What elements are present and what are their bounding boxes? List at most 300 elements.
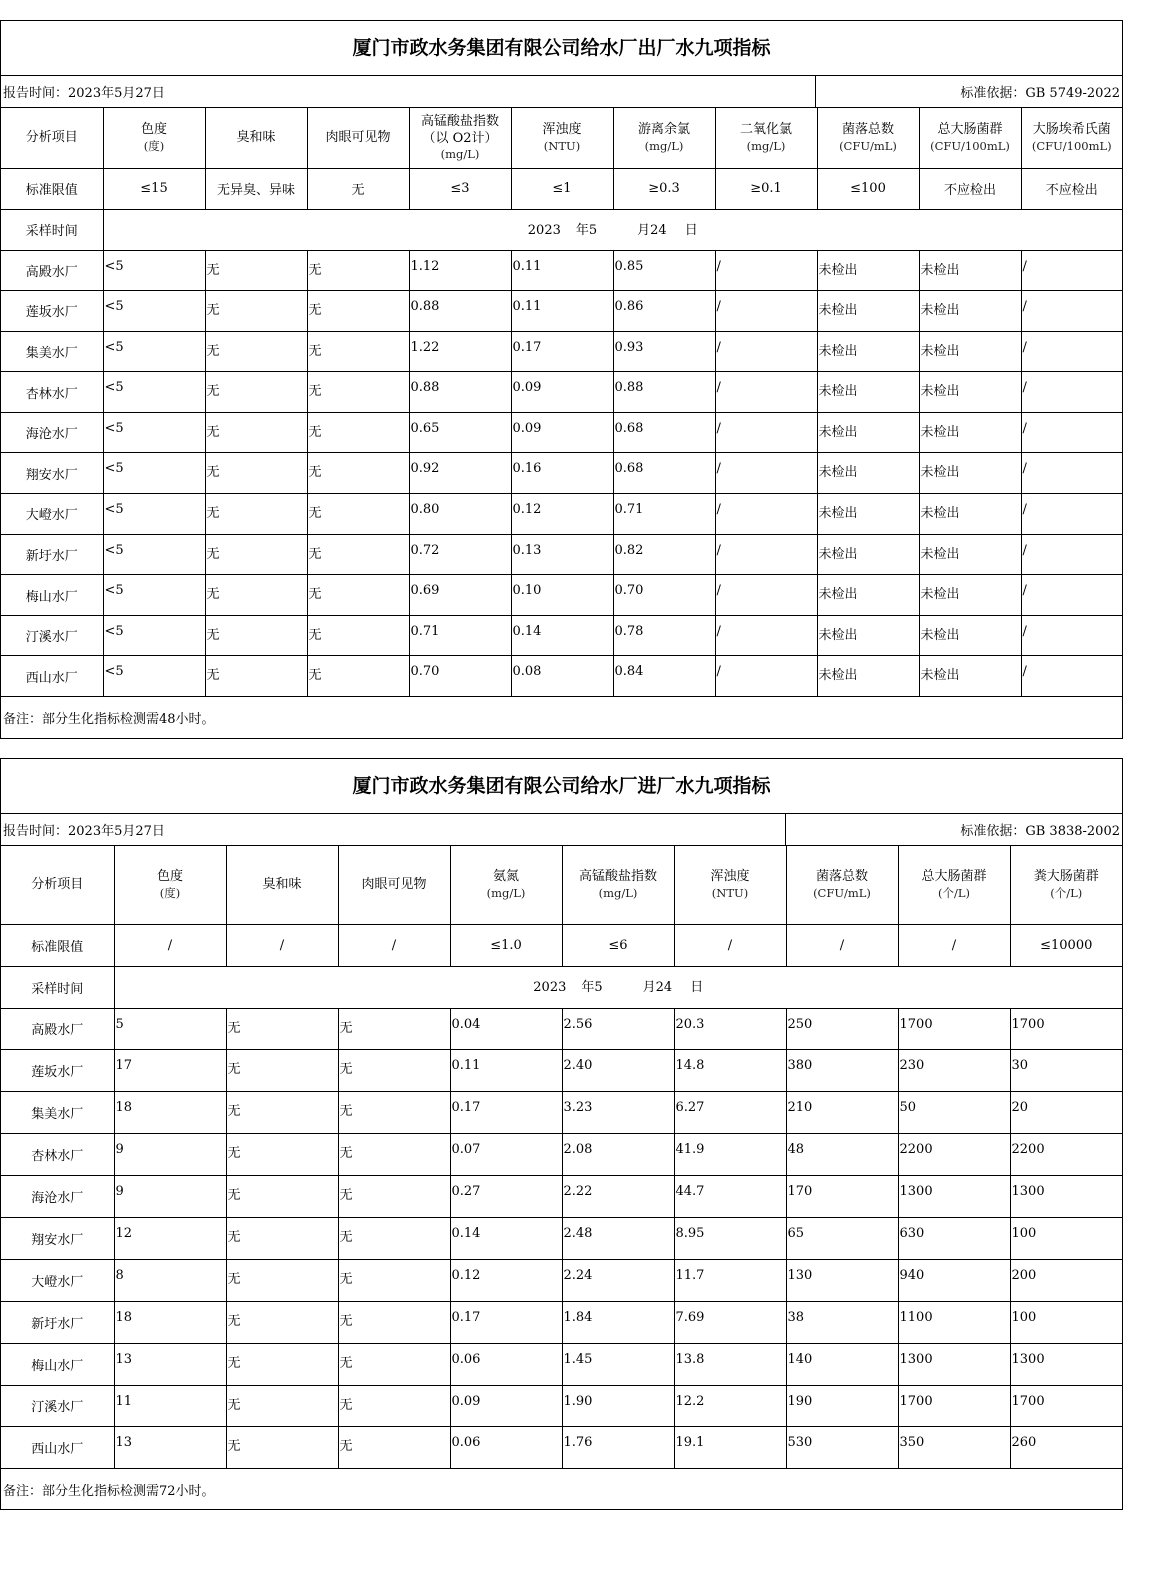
data-cell: 无 (205, 412, 307, 453)
data-cell: 未检出 (817, 372, 919, 413)
limit-cell: 不应检出 (919, 168, 1021, 209)
data-cell: 无 (338, 1343, 450, 1385)
table-row (1, 1427, 1122, 1469)
limit-cell: ≤3 (409, 168, 511, 209)
limit-cell: / (338, 924, 450, 966)
data-cell: 无 (226, 1092, 338, 1134)
plant-name: 集美水厂 (1, 331, 103, 372)
standard-basis: 标准依据：GB 3838-2002 (785, 814, 1122, 845)
table-row (1, 1217, 1122, 1259)
data-cell: 未检出 (817, 534, 919, 575)
table-row (1, 1008, 1122, 1050)
column-header-name: 二氧化氯 (739, 122, 792, 138)
plant-name: 汀溪水厂 (1, 1385, 114, 1427)
table-row (1, 1343, 1122, 1385)
column-header-unit: (mg/L) (486, 885, 526, 900)
data-cell: 14.8 (674, 1050, 786, 1092)
column-header-unit: (CFU/mL) (839, 138, 897, 153)
data-cell: 17 (114, 1050, 226, 1092)
data-cell: 无 (307, 372, 409, 413)
data-cell: 未检出 (919, 494, 1021, 535)
data-cell: 无 (307, 250, 409, 291)
data-cell: 0.11 (511, 250, 613, 291)
data-cell: 0.27 (450, 1176, 562, 1218)
data-cell: <5 (103, 656, 205, 697)
data-cell: / (715, 453, 817, 494)
data-cell: 无 (307, 494, 409, 535)
data-cell: 18 (114, 1301, 226, 1343)
sampling-year: 2023 (527, 222, 561, 238)
table-body (1, 108, 1122, 697)
data-cell: / (715, 615, 817, 656)
plant-name: 海沧水厂 (1, 412, 103, 453)
sampling-month: 年5 (575, 222, 598, 238)
table-row (1, 656, 1122, 697)
data-cell: / (1021, 575, 1122, 616)
data-cell: 无 (226, 1427, 338, 1469)
sampling-date (103, 209, 1122, 250)
data-cell: 0.11 (511, 291, 613, 332)
data-cell: 0.72 (409, 534, 511, 575)
table-row (1, 1050, 1122, 1092)
plant-name: 新圩水厂 (1, 534, 103, 575)
data-cell: 无 (338, 1217, 450, 1259)
data-cell: 0.17 (511, 331, 613, 372)
data-cell: 无 (338, 1134, 450, 1176)
limit-cell: / (114, 924, 226, 966)
column-header (1, 108, 103, 168)
data-cell: 0.08 (511, 656, 613, 697)
data-cell: 无 (226, 1259, 338, 1301)
data-cell: / (1021, 372, 1122, 413)
data-cell: 未检出 (919, 291, 1021, 332)
data-cell: 0.17 (450, 1092, 562, 1134)
data-cell: 2200 (898, 1134, 1010, 1176)
data-cell: / (715, 412, 817, 453)
data-cell: 48 (786, 1134, 898, 1176)
data-cell: 0.88 (613, 372, 715, 413)
data-cell: 0.07 (450, 1134, 562, 1176)
data-cell: 无 (205, 656, 307, 697)
data-cell: 无 (205, 372, 307, 413)
row-label: 采样时间 (1, 966, 114, 1008)
data-cell: 未检出 (919, 534, 1021, 575)
data-cell: / (715, 331, 817, 372)
data-cell: 20.3 (674, 1008, 786, 1050)
column-header-name: 分析项目 (25, 129, 78, 145)
standard-basis: 标准依据：GB 5749-2022 (815, 76, 1122, 107)
data-cell: 0.09 (511, 372, 613, 413)
limit-cell: / (226, 924, 338, 966)
data-cell: / (1021, 331, 1122, 372)
limit-row (1, 168, 1122, 209)
data-cell: / (1021, 412, 1122, 453)
row-label: 采样时间 (1, 209, 103, 250)
plant-name: 梅山水厂 (1, 1343, 114, 1385)
data-cell: 170 (786, 1176, 898, 1218)
data-cell: <5 (103, 494, 205, 535)
data-cell: 380 (786, 1050, 898, 1092)
data-cell: 无 (338, 1259, 450, 1301)
report-meta-row (1, 814, 1122, 846)
data-cell: 260 (1010, 1427, 1122, 1469)
data-cell: 9 (114, 1134, 226, 1176)
data-cell: 0.88 (409, 372, 511, 413)
data-cell: 2.08 (562, 1134, 674, 1176)
data-cell: 0.17 (450, 1301, 562, 1343)
column-header-name: 色度 (156, 869, 183, 885)
data-cell: / (715, 534, 817, 575)
data-cell: 20 (1010, 1092, 1122, 1134)
column-header (1010, 846, 1122, 924)
data-cell: 8.95 (674, 1217, 786, 1259)
data-cell: 38 (786, 1301, 898, 1343)
limit-cell: ≤6 (562, 924, 674, 966)
column-header-name: 菌落总数 (815, 869, 868, 885)
plant-name: 海沧水厂 (1, 1176, 114, 1218)
table-row (1, 1092, 1122, 1134)
column-header (450, 846, 562, 924)
data-cell: 未检出 (817, 453, 919, 494)
plant-name: 杏林水厂 (1, 1134, 114, 1176)
footnote: 备注：部分生化指标检测需48小时。 (3, 711, 215, 727)
column-header (898, 846, 1010, 924)
column-header (114, 846, 226, 924)
data-cell: 无 (307, 575, 409, 616)
row-label: 标准限值 (1, 168, 103, 209)
table-row (1, 1176, 1122, 1218)
data-cell: 0.14 (511, 615, 613, 656)
column-header (1021, 108, 1122, 168)
data-cell: 未检出 (919, 250, 1021, 291)
data-cell: 无 (338, 1385, 450, 1427)
data-cell: 13 (114, 1343, 226, 1385)
plant-name: 梅山水厂 (1, 575, 103, 616)
data-cell: 8 (114, 1259, 226, 1301)
data-cell: 0.70 (409, 656, 511, 697)
data-cell: <5 (103, 534, 205, 575)
data-cell: 无 (307, 615, 409, 656)
data-cell: 未检出 (817, 331, 919, 372)
data-cell: 无 (205, 494, 307, 535)
data-cell: 100 (1010, 1217, 1122, 1259)
header-row (1, 846, 1122, 924)
data-cell: 12 (114, 1217, 226, 1259)
data-cell: 11 (114, 1385, 226, 1427)
data-cell: 9 (114, 1176, 226, 1218)
column-header-unit: (mg/L) (644, 138, 684, 153)
plant-name: 大嶝水厂 (1, 494, 103, 535)
data-cell: <5 (103, 372, 205, 413)
data-cell: 0.04 (450, 1008, 562, 1050)
data-cell: 未检出 (919, 372, 1021, 413)
column-header (817, 108, 919, 168)
column-header-unit: (度) (159, 885, 181, 900)
data-cell: 无 (205, 453, 307, 494)
data-cell: / (715, 372, 817, 413)
data-cell: / (1021, 291, 1122, 332)
data-cell: 无 (226, 1301, 338, 1343)
column-header (307, 108, 409, 168)
column-header-name: 大肠埃希氏菌 (1032, 122, 1111, 138)
column-header (786, 846, 898, 924)
table-row (1, 1301, 1122, 1343)
data-cell: 无 (205, 575, 307, 616)
data-cell: 0.13 (511, 534, 613, 575)
column-header-name: 菌落总数 (841, 122, 894, 138)
table-row (1, 453, 1122, 494)
limit-cell: ≥0.1 (715, 168, 817, 209)
sampling-year: 2023 (533, 979, 567, 995)
row-label: 标准限值 (1, 924, 114, 966)
data-cell: / (1021, 494, 1122, 535)
column-header-name: 分析项目 (31, 876, 84, 892)
column-header (205, 108, 307, 168)
data-cell: 1.45 (562, 1343, 674, 1385)
data-cell: 未检出 (817, 291, 919, 332)
data-cell: <5 (103, 250, 205, 291)
data-cell: 2.40 (562, 1050, 674, 1092)
data-cell: 未检出 (817, 615, 919, 656)
limit-cell: ≤1.0 (450, 924, 562, 966)
plant-name: 高殿水厂 (1, 1008, 114, 1050)
column-header-name: 总大肠菌群 (937, 122, 1003, 138)
data-cell: 1700 (1010, 1385, 1122, 1427)
data-cell: / (715, 250, 817, 291)
data-cell: 未检出 (919, 453, 1021, 494)
data-cell: 未检出 (817, 250, 919, 291)
data-cell: 19.1 (674, 1427, 786, 1469)
column-header-unit: (mg/L) (440, 146, 480, 161)
data-cell: 0.80 (409, 494, 511, 535)
table-row (1, 291, 1122, 332)
table-row (1, 372, 1122, 413)
limit-cell: 无 (307, 168, 409, 209)
report-time: 报告时间：2023年5月27日 (3, 824, 165, 839)
data-cell: 0.14 (450, 1217, 562, 1259)
table-row (1, 1385, 1122, 1427)
data-cell: 65 (786, 1217, 898, 1259)
data-cell: 940 (898, 1259, 1010, 1301)
data-cell: 3.23 (562, 1092, 674, 1134)
data-cell: 0.06 (450, 1343, 562, 1385)
data-cell: 未检出 (919, 412, 1021, 453)
data-cell: 1.76 (562, 1427, 674, 1469)
plant-name: 西山水厂 (1, 1427, 114, 1469)
data-cell: <5 (103, 331, 205, 372)
report-meta-row (1, 76, 1122, 108)
column-header-unit: (度) (143, 138, 165, 153)
column-header-name: 浑浊度 (542, 122, 582, 138)
data-cell: / (1021, 534, 1122, 575)
data-cell: 无 (307, 412, 409, 453)
data-cell: 1700 (898, 1008, 1010, 1050)
data-cell: 0.71 (409, 615, 511, 656)
data-cell: 2.48 (562, 1217, 674, 1259)
column-header-name: 浑浊度 (710, 869, 750, 885)
data-cell: / (1021, 250, 1122, 291)
report-title: 厦门市政水务集团有限公司给水厂出厂水九项指标 (1, 21, 1122, 76)
column-header (1, 846, 114, 924)
data-cell: 50 (898, 1092, 1010, 1134)
column-header-name: 高锰酸盐指数（以 O2计） (420, 114, 499, 146)
data-cell: 无 (307, 331, 409, 372)
column-header (511, 108, 613, 168)
data-cell: <5 (103, 291, 205, 332)
column-header-name: 粪大肠菌群 (1033, 869, 1099, 885)
data-cell: 无 (338, 1176, 450, 1218)
data-cell: 1300 (898, 1176, 1010, 1218)
plant-name: 莲坂水厂 (1, 291, 103, 332)
data-cell: 2.22 (562, 1176, 674, 1218)
data-cell: 0.09 (450, 1385, 562, 1427)
data-cell: 1.22 (409, 331, 511, 372)
limit-cell: ≥0.3 (613, 168, 715, 209)
data-cell: 1300 (1010, 1343, 1122, 1385)
data-cell: 0.92 (409, 453, 511, 494)
data-cell: 6.27 (674, 1092, 786, 1134)
outflow-indicator-table (1, 108, 1122, 697)
data-cell: 30 (1010, 1050, 1122, 1092)
data-cell: 未检出 (919, 331, 1021, 372)
column-header-unit: (NTU) (543, 138, 581, 153)
column-header-unit: (mg/L) (598, 885, 638, 900)
table-row (1, 534, 1122, 575)
data-cell: 2200 (1010, 1134, 1122, 1176)
data-cell: 无 (338, 1050, 450, 1092)
data-cell: 未检出 (817, 656, 919, 697)
data-cell: 无 (205, 615, 307, 656)
column-header-unit: (CFU/100mL) (1031, 138, 1112, 153)
data-cell: 0.06 (450, 1427, 562, 1469)
column-header (562, 846, 674, 924)
table-row (1, 575, 1122, 616)
data-cell: 0.16 (511, 453, 613, 494)
data-cell: 13 (114, 1427, 226, 1469)
sampling-day: 月24 (637, 222, 667, 238)
column-header (409, 108, 511, 168)
data-cell: 210 (786, 1092, 898, 1134)
plant-name: 莲坂水厂 (1, 1050, 114, 1092)
data-cell: 190 (786, 1385, 898, 1427)
data-cell: 无 (226, 1176, 338, 1218)
data-cell: 无 (226, 1134, 338, 1176)
table-row (1, 615, 1122, 656)
data-cell: <5 (103, 453, 205, 494)
data-cell: 未检出 (919, 615, 1021, 656)
inflow-indicator-table (1, 846, 1122, 1469)
column-header-name: 总大肠菌群 (921, 869, 987, 885)
column-header-unit: (CFU/100mL) (930, 138, 1010, 153)
plant-name: 高殿水厂 (1, 250, 103, 291)
limit-cell: ≤1 (511, 168, 613, 209)
data-cell: 100 (1010, 1301, 1122, 1343)
data-cell: <5 (103, 615, 205, 656)
plant-name: 翔安水厂 (1, 453, 103, 494)
data-cell: 未检出 (817, 412, 919, 453)
sampling-date (114, 966, 1122, 1008)
data-cell: 无 (307, 534, 409, 575)
data-cell: 13.8 (674, 1343, 786, 1385)
column-header-unit: (NTU) (711, 885, 749, 900)
data-cell: 1.12 (409, 250, 511, 291)
data-cell: 200 (1010, 1259, 1122, 1301)
data-cell: 5 (114, 1008, 226, 1050)
column-header (338, 846, 450, 924)
data-cell: 未检出 (817, 494, 919, 535)
column-header-name: 肉眼可见物 (361, 876, 427, 892)
data-cell: / (715, 656, 817, 697)
data-cell: / (1021, 615, 1122, 656)
data-cell: 18 (114, 1092, 226, 1134)
data-cell: 未检出 (919, 656, 1021, 697)
column-header-name: 色度 (140, 122, 167, 138)
data-cell: / (1021, 453, 1122, 494)
limit-cell: / (786, 924, 898, 966)
data-cell: 无 (205, 250, 307, 291)
table-row (1, 1134, 1122, 1176)
limit-cell: ≤10000 (1010, 924, 1122, 966)
data-cell: <5 (103, 412, 205, 453)
sampling-row (1, 209, 1122, 250)
plant-name: 新圩水厂 (1, 1301, 114, 1343)
data-cell: 130 (786, 1259, 898, 1301)
data-cell: 无 (205, 291, 307, 332)
data-cell: 0.88 (409, 291, 511, 332)
data-cell: 1.90 (562, 1385, 674, 1427)
data-cell: 0.78 (613, 615, 715, 656)
column-header-unit: (CFU/mL) (813, 885, 871, 900)
footnote: 备注：部分生化指标检测需72小时。 (3, 1483, 215, 1499)
data-cell: 无 (226, 1050, 338, 1092)
data-cell: 0.68 (613, 412, 715, 453)
plant-name: 集美水厂 (1, 1092, 114, 1134)
data-cell: / (715, 575, 817, 616)
data-cell: 530 (786, 1427, 898, 1469)
plant-name: 西山水厂 (1, 656, 103, 697)
data-cell: 1700 (1010, 1008, 1122, 1050)
data-cell: 无 (338, 1008, 450, 1050)
data-cell: 0.70 (613, 575, 715, 616)
report-time: 报告时间：2023年5月27日 (3, 86, 165, 101)
column-header (103, 108, 205, 168)
data-cell: 12.2 (674, 1385, 786, 1427)
data-cell: 350 (898, 1427, 1010, 1469)
data-cell: 1300 (1010, 1176, 1122, 1218)
sampling-day-suffix: 日 (690, 979, 704, 995)
column-header-name: 氨氮 (492, 869, 519, 885)
column-header (613, 108, 715, 168)
table-row (1, 331, 1122, 372)
data-cell: 44.7 (674, 1176, 786, 1218)
data-cell: 无 (307, 656, 409, 697)
data-cell: 无 (226, 1385, 338, 1427)
data-cell: 2.24 (562, 1259, 674, 1301)
data-cell: 0.69 (409, 575, 511, 616)
data-cell: 无 (307, 291, 409, 332)
data-cell: 250 (786, 1008, 898, 1050)
plant-name: 大嶝水厂 (1, 1259, 114, 1301)
data-cell: 1100 (898, 1301, 1010, 1343)
limit-cell: ≤15 (103, 168, 205, 209)
header-row (1, 108, 1122, 168)
column-header-name: 肉眼可见物 (325, 129, 391, 145)
sampling-day: 月24 (642, 979, 673, 995)
plant-name: 杏林水厂 (1, 372, 103, 413)
column-header (674, 846, 786, 924)
table-row (1, 250, 1122, 291)
data-cell: <5 (103, 575, 205, 616)
